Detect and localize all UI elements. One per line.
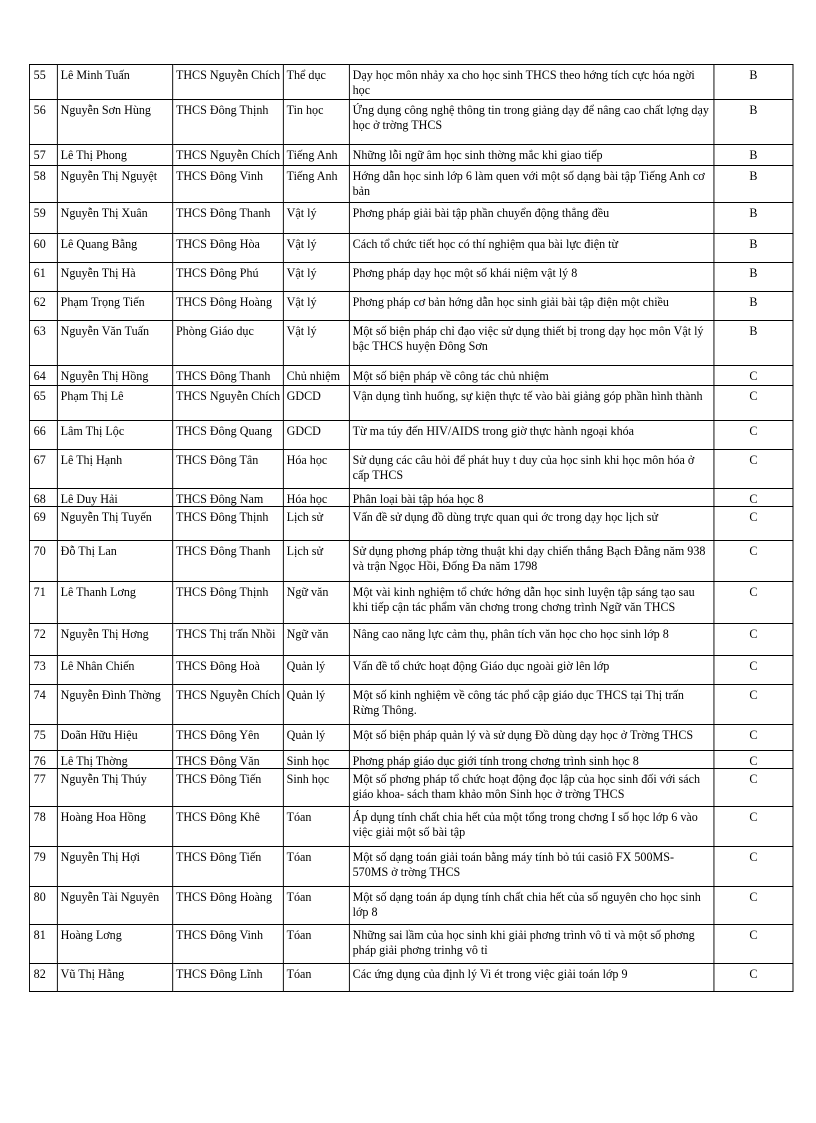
author-name: Hoàng Hoa Hồng xyxy=(57,807,172,847)
initiative-topic: Phơng pháp giáo dục giới tính trong chơng trình sinh học 8 xyxy=(349,751,714,769)
grade-rating: C xyxy=(714,489,793,507)
school-name: Phòng Giáo dục xyxy=(173,321,284,366)
initiative-topic: Những sai lầm của học sinh khi giải phơng trình vô tỉ và một số phơng pháp giải phơng trinhg vô tỉ xyxy=(349,925,714,964)
initiative-topic: Phơng pháp giải bài tập phần chuyển động thẳng đều xyxy=(349,203,714,234)
row-number: 79 xyxy=(29,847,57,887)
initiative-topic: Một số dạng toán áp dụng tính chất chia hết của số nguyên cho học sinh lớp 8 xyxy=(349,887,714,925)
subject-name: Vật lý xyxy=(283,203,349,234)
row-number: 77 xyxy=(29,769,57,807)
row-number: 74 xyxy=(29,685,57,725)
subject-name: Tóan xyxy=(283,925,349,964)
initiative-topic: Một số biện pháp chỉ đạo việc sử dụng thiết bị trong dạy học môn Vật lý bậc THCS huyện Đông Sơn xyxy=(349,321,714,366)
table-row xyxy=(29,807,793,847)
grade-rating: C xyxy=(714,366,793,386)
initiative-topic: Sử dụng phơng pháp tờng thuật khi dạy chiến thắng Bạch Đằng năm 938 và trận Ngọc Hồi, Đống Đa năm 1798 xyxy=(349,541,714,582)
subject-name: Vật lý xyxy=(283,321,349,366)
school-name: THCS Đông Tiến xyxy=(173,769,284,807)
initiative-topic: Vấn đề sử dụng đồ dùng trực quan qui ớc trong dạy học lịch sử xyxy=(349,507,714,541)
school-name: THCS Đông Phú xyxy=(173,263,284,292)
author-name: Lê Minh Tuấn xyxy=(57,65,172,100)
initiative-topic: Áp dụng tính chất chia hết của một tổng trong chơng I số học lớp 6 vào việc giải một số bài tập xyxy=(349,807,714,847)
subject-name: Vật lý xyxy=(283,263,349,292)
author-name: Nguyễn Thị Thúy xyxy=(57,769,172,807)
author-name: Lê Thanh Lơng xyxy=(57,582,172,624)
school-name: THCS Đông Vinh xyxy=(173,166,284,203)
grade-rating: C xyxy=(714,507,793,541)
row-number: 82 xyxy=(29,964,57,992)
grade-rating: C xyxy=(714,582,793,624)
author-name: Nguyễn Thị Hơng xyxy=(57,624,172,656)
author-name: Nguyễn Thị Hồng xyxy=(57,366,172,386)
subject-name: Tóan xyxy=(283,964,349,992)
row-number: 55 xyxy=(29,65,57,100)
author-name: Lâm Thị Lộc xyxy=(57,421,172,450)
initiative-topic: Những lỗi ngữ âm học sinh thờng mắc khi giao tiếp xyxy=(349,145,714,166)
initiative-topic: Một số kinh nghiệm về công tác phổ cập giáo dục THCS tại Thị trấn Rừng Thông. xyxy=(349,685,714,725)
table-row xyxy=(29,725,793,751)
school-name: THCS Nguyễn Chích xyxy=(173,65,284,100)
row-number: 65 xyxy=(29,386,57,421)
subject-name: Lịch sử xyxy=(283,541,349,582)
subject-name: Vật lý xyxy=(283,234,349,263)
row-number: 81 xyxy=(29,925,57,964)
row-number: 61 xyxy=(29,263,57,292)
row-number: 75 xyxy=(29,725,57,751)
row-number: 70 xyxy=(29,541,57,582)
table-row xyxy=(29,624,793,656)
subject-name: Quản lý xyxy=(283,725,349,751)
school-name: THCS Đông Thịnh xyxy=(173,100,284,145)
school-name: THCS Đông Yên xyxy=(173,725,284,751)
table-row xyxy=(29,925,793,964)
school-name: THCS Đông Quang xyxy=(173,421,284,450)
row-number: 59 xyxy=(29,203,57,234)
initiative-topic: Dạy học môn nhảy xa cho học sinh THCS theo hớng tích cực hóa ngời học xyxy=(349,65,714,100)
grade-rating: C xyxy=(714,751,793,769)
initiative-topic: Phơng pháp dạy học một số khái niệm vật lý 8 xyxy=(349,263,714,292)
subject-name: Tóan xyxy=(283,847,349,887)
row-number: 67 xyxy=(29,450,57,489)
table-row xyxy=(29,321,793,366)
grade-rating: C xyxy=(714,769,793,807)
school-name: THCS Đông Tân xyxy=(173,450,284,489)
school-name: THCS Đông Hòa xyxy=(173,234,284,263)
initiative-topic: Ứng dụng công nghệ thông tin trong giảng dạy để nâng cao chất lợng dạy học ở trờng THCS xyxy=(349,100,714,145)
subject-name: Quản lý xyxy=(283,685,349,725)
grade-rating: C xyxy=(714,624,793,656)
author-name: Đỗ Thị Lan xyxy=(57,541,172,582)
row-number: 69 xyxy=(29,507,57,541)
table-row xyxy=(29,145,793,166)
subject-name: Tóan xyxy=(283,887,349,925)
author-name: Lê Duy Hải xyxy=(57,489,172,507)
subject-name: GDCD xyxy=(283,421,349,450)
subject-name: Hóa học xyxy=(283,489,349,507)
row-number: 71 xyxy=(29,582,57,624)
table-row xyxy=(29,421,793,450)
grade-rating: C xyxy=(714,964,793,992)
row-number: 64 xyxy=(29,366,57,386)
initiative-topic: Một số biện pháp về công tác chủ nhiệm xyxy=(349,366,714,386)
table-row xyxy=(29,582,793,624)
table-row xyxy=(29,234,793,263)
row-number: 72 xyxy=(29,624,57,656)
subject-name: Thể dục xyxy=(283,65,349,100)
author-name: Lê Thị Thờng xyxy=(57,751,172,769)
subject-name: Tiếng Anh xyxy=(283,166,349,203)
grade-rating: C xyxy=(714,450,793,489)
school-name: THCS Đông Thịnh xyxy=(173,582,284,624)
author-name: Phạm Thị Lê xyxy=(57,386,172,421)
subject-name: Chủ nhiệm xyxy=(283,366,349,386)
initiative-topic: Các ứng dụng của định lý Vi ét trong việc giải toán lớp 9 xyxy=(349,964,714,992)
row-number: 80 xyxy=(29,887,57,925)
initiative-topic: Một vài kinh nghiệm tổ chức hớng dẫn học sinh luyện tập sáng tạo sau khi tiếp cận tác phẩm văn chơng trong chơng trình Ngữ văn THCS xyxy=(349,582,714,624)
author-name: Nguyễn Thị Nguyệt xyxy=(57,166,172,203)
row-number: 60 xyxy=(29,234,57,263)
row-number: 58 xyxy=(29,166,57,203)
author-name: Doãn Hữu Hiệu xyxy=(57,725,172,751)
table-row xyxy=(29,292,793,321)
grade-rating: B xyxy=(714,65,793,100)
initiative-topic: Một số phơng pháp tổ chức hoạt động đọc lập của học sinh đối với sách giáo khoa- sách tham khảo môn Sinh học ở trờng THCS xyxy=(349,769,714,807)
initiative-topic: Vận dụng tình huống, sự kiện thực tế vào bài giảng góp phần hình thành xyxy=(349,386,714,421)
author-name: Vũ Thị Hằng xyxy=(57,964,172,992)
grade-rating: C xyxy=(714,925,793,964)
row-number: 68 xyxy=(29,489,57,507)
initiative-topic: Phơng pháp cơ bản hớng dẫn học sinh giải bài tập điện một chiều xyxy=(349,292,714,321)
author-name: Phạm Trọng Tiến xyxy=(57,292,172,321)
table-row xyxy=(29,541,793,582)
subject-name: Sinh học xyxy=(283,751,349,769)
row-number: 73 xyxy=(29,656,57,685)
grade-rating: C xyxy=(714,386,793,421)
table-row xyxy=(29,65,793,100)
grade-rating: C xyxy=(714,847,793,887)
row-number: 76 xyxy=(29,751,57,769)
row-number: 57 xyxy=(29,145,57,166)
grade-rating: C xyxy=(714,725,793,751)
author-name: Nguyễn Tài Nguyên xyxy=(57,887,172,925)
school-name: THCS Đông Hoà xyxy=(173,656,284,685)
grade-rating: B xyxy=(714,263,793,292)
subject-name: Quản lý xyxy=(283,656,349,685)
initiative-topic: Một số biện pháp quản lý và sử dụng Đồ dùng dạy học ở Trờng THCS xyxy=(349,725,714,751)
author-name: Nguyễn Thị Hợi xyxy=(57,847,172,887)
table-row xyxy=(29,751,793,769)
school-name: THCS Nguyễn Chích xyxy=(173,145,284,166)
subject-name: Ngữ văn xyxy=(283,582,349,624)
table-row xyxy=(29,656,793,685)
school-name: THCS Đông Thanh xyxy=(173,541,284,582)
author-name: Lê Quang Bằng xyxy=(57,234,172,263)
school-name: THCS Đông Thanh xyxy=(173,203,284,234)
author-name: Nguyễn Sơn Hùng xyxy=(57,100,172,145)
school-name: THCS Đông Khê xyxy=(173,807,284,847)
row-number: 62 xyxy=(29,292,57,321)
school-name: THCS Đông Tiến xyxy=(173,847,284,887)
initiative-topic: Sử dụng các câu hỏi để phát huy t duy của học sinh khi học môn hóa ở cấp THCS xyxy=(349,450,714,489)
school-name: THCS Đông Thanh xyxy=(173,366,284,386)
author-name: Lê Thị Hạnh xyxy=(57,450,172,489)
grade-rating: C xyxy=(714,807,793,847)
author-name: Lê Nhân Chiến xyxy=(57,656,172,685)
table-row xyxy=(29,450,793,489)
school-name: THCS Thị trấn Nhồi xyxy=(173,624,284,656)
table-row xyxy=(29,507,793,541)
table-row xyxy=(29,263,793,292)
school-name: THCS Đông Hoàng xyxy=(173,887,284,925)
initiative-ranking-table xyxy=(29,64,793,992)
row-number: 66 xyxy=(29,421,57,450)
school-name: THCS Đông Hoàng xyxy=(173,292,284,321)
table-row xyxy=(29,166,793,203)
school-name: THCS Đông Vinh xyxy=(173,925,284,964)
grade-rating: C xyxy=(714,685,793,725)
initiative-topic: Nâng cao năng lực cảm thụ, phân tích văn học cho học sinh lớp 8 xyxy=(349,624,714,656)
school-name: THCS Đông Nam xyxy=(173,489,284,507)
school-name: THCS Nguyễn Chích xyxy=(173,685,284,725)
initiative-topic: Một số dạng toán giải toán bằng máy tính bỏ túi casiô FX 500MS- 570MS ở trờng THCS xyxy=(349,847,714,887)
initiative-topic: Phân loại bài tập hóa học 8 xyxy=(349,489,714,507)
school-name: THCS Đông Văn xyxy=(173,751,284,769)
table-row xyxy=(29,489,793,507)
grade-rating: B xyxy=(714,100,793,145)
initiative-topic: Từ ma túy đến HIV/AIDS trong giờ thực hành ngoại khóa xyxy=(349,421,714,450)
subject-name: Tin học xyxy=(283,100,349,145)
grade-rating: B xyxy=(714,321,793,366)
author-name: Nguyễn Thị Hà xyxy=(57,263,172,292)
initiative-topic: Cách tổ chức tiết học có thí nghiệm qua bài lực điện từ xyxy=(349,234,714,263)
row-number: 78 xyxy=(29,807,57,847)
grade-rating: B xyxy=(714,292,793,321)
table-row xyxy=(29,887,793,925)
table-row xyxy=(29,769,793,807)
grade-rating: B xyxy=(714,145,793,166)
author-name: Nguyễn Đình Thờng xyxy=(57,685,172,725)
table-row xyxy=(29,203,793,234)
subject-name: GDCD xyxy=(283,386,349,421)
row-number: 63 xyxy=(29,321,57,366)
subject-name: Tóan xyxy=(283,807,349,847)
initiative-topic: Vấn đề tổ chức hoạt động Giáo dục ngoài giờ lên lớp xyxy=(349,656,714,685)
table-row xyxy=(29,847,793,887)
table-row xyxy=(29,100,793,145)
table-row xyxy=(29,685,793,725)
grade-rating: C xyxy=(714,421,793,450)
subject-name: Ngữ văn xyxy=(283,624,349,656)
subject-name: Tiếng Anh xyxy=(283,145,349,166)
grade-rating: C xyxy=(714,541,793,582)
school-name: THCS Nguyễn Chích xyxy=(173,386,284,421)
author-name: Hoàng Lơng xyxy=(57,925,172,964)
subject-name: Vật lý xyxy=(283,292,349,321)
author-name: Lê Thị Phong xyxy=(57,145,172,166)
row-number: 56 xyxy=(29,100,57,145)
grade-rating: B xyxy=(714,166,793,203)
grade-rating: C xyxy=(714,887,793,925)
author-name: Nguyễn Văn Tuấn xyxy=(57,321,172,366)
grade-rating: C xyxy=(714,656,793,685)
subject-name: Sinh học xyxy=(283,769,349,807)
grade-rating: B xyxy=(714,234,793,263)
school-name: THCS Đông Lĩnh xyxy=(173,964,284,992)
table-row xyxy=(29,366,793,386)
school-name: THCS Đông Thịnh xyxy=(173,507,284,541)
author-name: Nguyễn Thị Tuyến xyxy=(57,507,172,541)
document-page xyxy=(29,64,816,992)
grade-rating: B xyxy=(714,203,793,234)
initiative-topic: Hớng dẫn học sinh lớp 6 làm quen với một số dạng bài tập Tiếng Anh cơ bản xyxy=(349,166,714,203)
author-name: Nguyễn Thị Xuân xyxy=(57,203,172,234)
subject-name: Lịch sử xyxy=(283,507,349,541)
table-row xyxy=(29,964,793,992)
table-row xyxy=(29,386,793,421)
subject-name: Hóa học xyxy=(283,450,349,489)
